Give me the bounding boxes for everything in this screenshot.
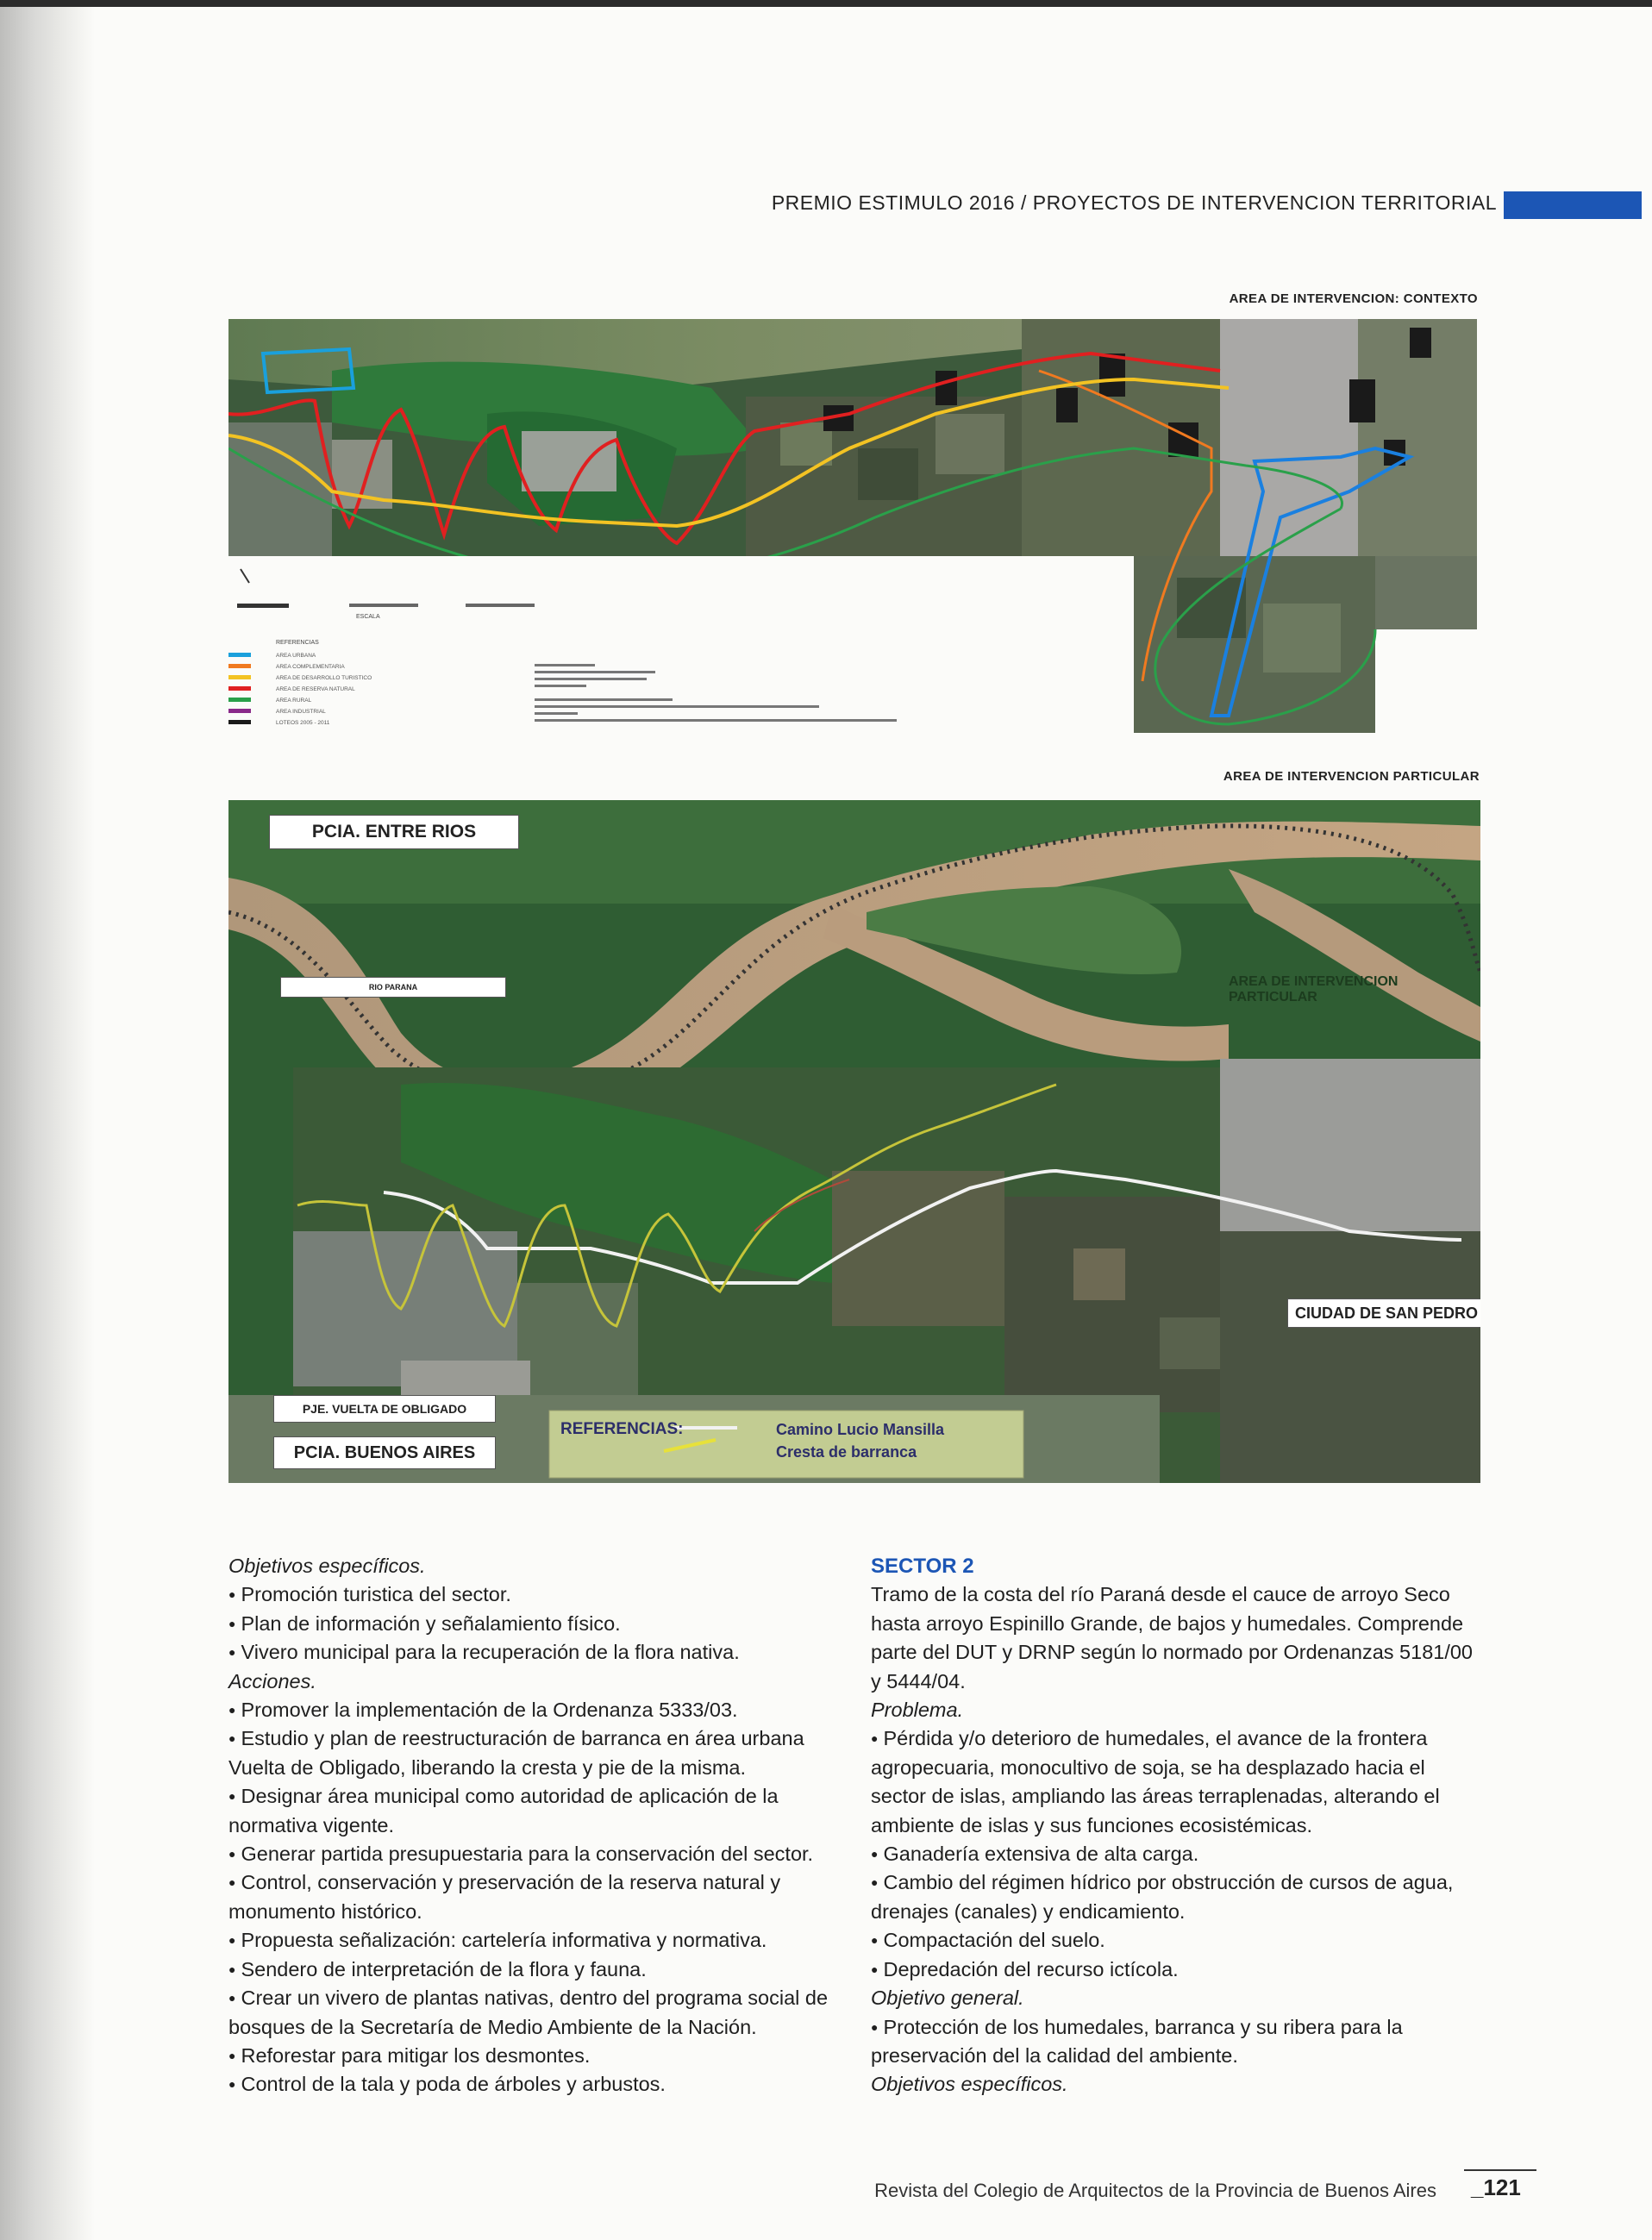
label-entre-rios: PCIA. ENTRE RIOS xyxy=(269,815,519,849)
label-rio-parana: RIO PARANA xyxy=(280,977,506,998)
map2-caption: AREA DE INTERVENCION PARTICULAR xyxy=(1223,769,1480,784)
accion-item: ● Sendero de interpretación de la flora y fauna. xyxy=(228,1955,849,1984)
objetivo-item: ● Promoción turistica del sector. xyxy=(228,1580,849,1609)
header-accent-bar xyxy=(1504,191,1642,219)
svg-text:AREA DE DESARROLLO TURISTICO: AREA DE DESARROLLO TURISTICO xyxy=(276,675,372,681)
objetivo-general-title: Objetivo general. xyxy=(871,1987,1024,2010)
problema-title: Problema. xyxy=(871,1699,964,1722)
context-map-image xyxy=(228,319,1477,733)
scale-label: ESCALA xyxy=(356,614,380,620)
binding-shadow xyxy=(0,0,95,2240)
objetivos-especificos-title: Objetivos específicos. xyxy=(871,2073,1068,2096)
left-column xyxy=(228,1552,849,2099)
context-map xyxy=(228,319,1477,733)
page-number-rule xyxy=(1464,2169,1536,2171)
accion-item: ● Reforestar para mitigar los desmontes. xyxy=(228,2042,849,2070)
problema-item: ● Compactación del suelo. xyxy=(871,1926,1483,1955)
particular-map xyxy=(228,800,1480,1483)
objetivos-title: Objetivos específicos. xyxy=(228,1555,426,1577)
legend-title: REFERENCIAS xyxy=(276,640,319,646)
objetivo-item: ● Plan de información y señalamiento físico. xyxy=(228,1610,849,1638)
problema-item: ● Ganadería extensiva de alta carga. xyxy=(871,1840,1483,1868)
accion-item: ● Promover la implementación de la Ordenanza 5333/03. xyxy=(228,1696,849,1724)
svg-text:LOTEOS 2005 - 2011: LOTEOS 2005 - 2011 xyxy=(276,720,330,726)
accion-item: ● Designar área municipal como autoridad de aplicación de la normativa vigente. xyxy=(228,1782,849,1840)
map1-caption: AREA DE INTERVENCION: CONTEXTO xyxy=(1229,291,1478,306)
header-title: PREMIO ESTIMULO 2016 / PROYECTOS DE INTERVENCION TERRITORIAL xyxy=(771,191,1497,214)
right-column xyxy=(871,1552,1483,2099)
svg-text:AREA COMPLEMENTARIA: AREA COMPLEMENTARIA xyxy=(276,664,345,670)
problema-item: ● Pérdida y/o deterioro de humedales, el avance de la frontera agropecuaria, monocultivo de soja, se ha desplazado hacia el sector de islas, ampliando las áreas terraplenadas, alterando el ambiente de islas y sus funciones ecosistémicas. xyxy=(871,1724,1483,1840)
ref-title: REFERENCIAS: xyxy=(560,1420,684,1438)
problema-item: ● Depredación del recurso ictícola. xyxy=(871,1955,1483,1984)
sector-title: SECTOR 2 xyxy=(871,1555,974,1578)
sector-intro: Tramo de la costa del río Paraná desde el cauce de arroyo Seco hasta arroyo Espinillo Grande, de bajos y humedales. Comprende parte del DUT y DRNP según lo normado por Ordenanzas 5181/00 y 5444/04. xyxy=(871,1583,1474,1693)
footer-journal: Revista del Colegio de Arquitectos de la Provincia de Buenos Aires xyxy=(874,2180,1436,2201)
accion-item: ● Control, conservación y preservación de la reserva natural y monumento histórico. xyxy=(228,1868,849,1926)
label-buenos-aires: PCIA. BUENOS AIRES xyxy=(273,1436,496,1469)
accion-item: ● Propuesta señalización: cartelería informativa y normativa. xyxy=(228,1926,849,1955)
ref-cresta: Cresta de barranca xyxy=(776,1443,917,1461)
acciones-title: Acciones. xyxy=(228,1669,316,1693)
svg-text:AREA RURAL: AREA RURAL xyxy=(276,698,312,704)
svg-text:AREA DE RESERVA NATURAL: AREA DE RESERVA NATURAL xyxy=(276,686,355,692)
svg-text:AREA URBANA: AREA URBANA xyxy=(276,653,316,659)
overlay-caption: AREA DE INTERVENCION PARTICULAR xyxy=(1229,974,1399,1004)
accion-item: ● Estudio y plan de reestructuración de barranca en área urbana Vuelta de Obligado, liberando la cresta y pie de la misma. xyxy=(228,1724,849,1782)
objetivo-general-item: ● Protección de los humedales, barranca y su ribera para la preservación del la calidad del ambiente. xyxy=(871,2013,1483,2071)
label-vuelta-obligado: PJE. VUELTA DE OBLIGADO xyxy=(273,1395,496,1423)
accion-item: ● Generar partida presupuestaria para la conservación del sector. xyxy=(228,1840,849,1868)
accion-item: ● Crear un vivero de plantas nativas, dentro del programa social de bosques de la Secretaría de Medio Ambiente de la Nación. xyxy=(228,1984,849,2042)
top-rule xyxy=(0,0,1652,7)
page-number: _121 xyxy=(1471,2174,1521,2200)
objetivo-item: ● Vivero municipal para la recuperación de la flora nativa. xyxy=(228,1638,849,1667)
accion-item: ● Control de la tala y poda de árboles y arbustos. xyxy=(228,2070,849,2099)
ref-camino: Camino Lucio Mansilla xyxy=(776,1421,945,1438)
particular-map-image xyxy=(228,800,1480,1483)
label-ciudad-san-pedro: CIUDAD DE SAN PEDRO xyxy=(1287,1298,1480,1328)
problema-item: ● Cambio del régimen hídrico por obstrucción de cursos de agua, drenajes (canales) y endicamiento. xyxy=(871,1868,1483,1926)
svg-text:AREA INDUSTRIAL: AREA INDUSTRIAL xyxy=(276,709,326,715)
